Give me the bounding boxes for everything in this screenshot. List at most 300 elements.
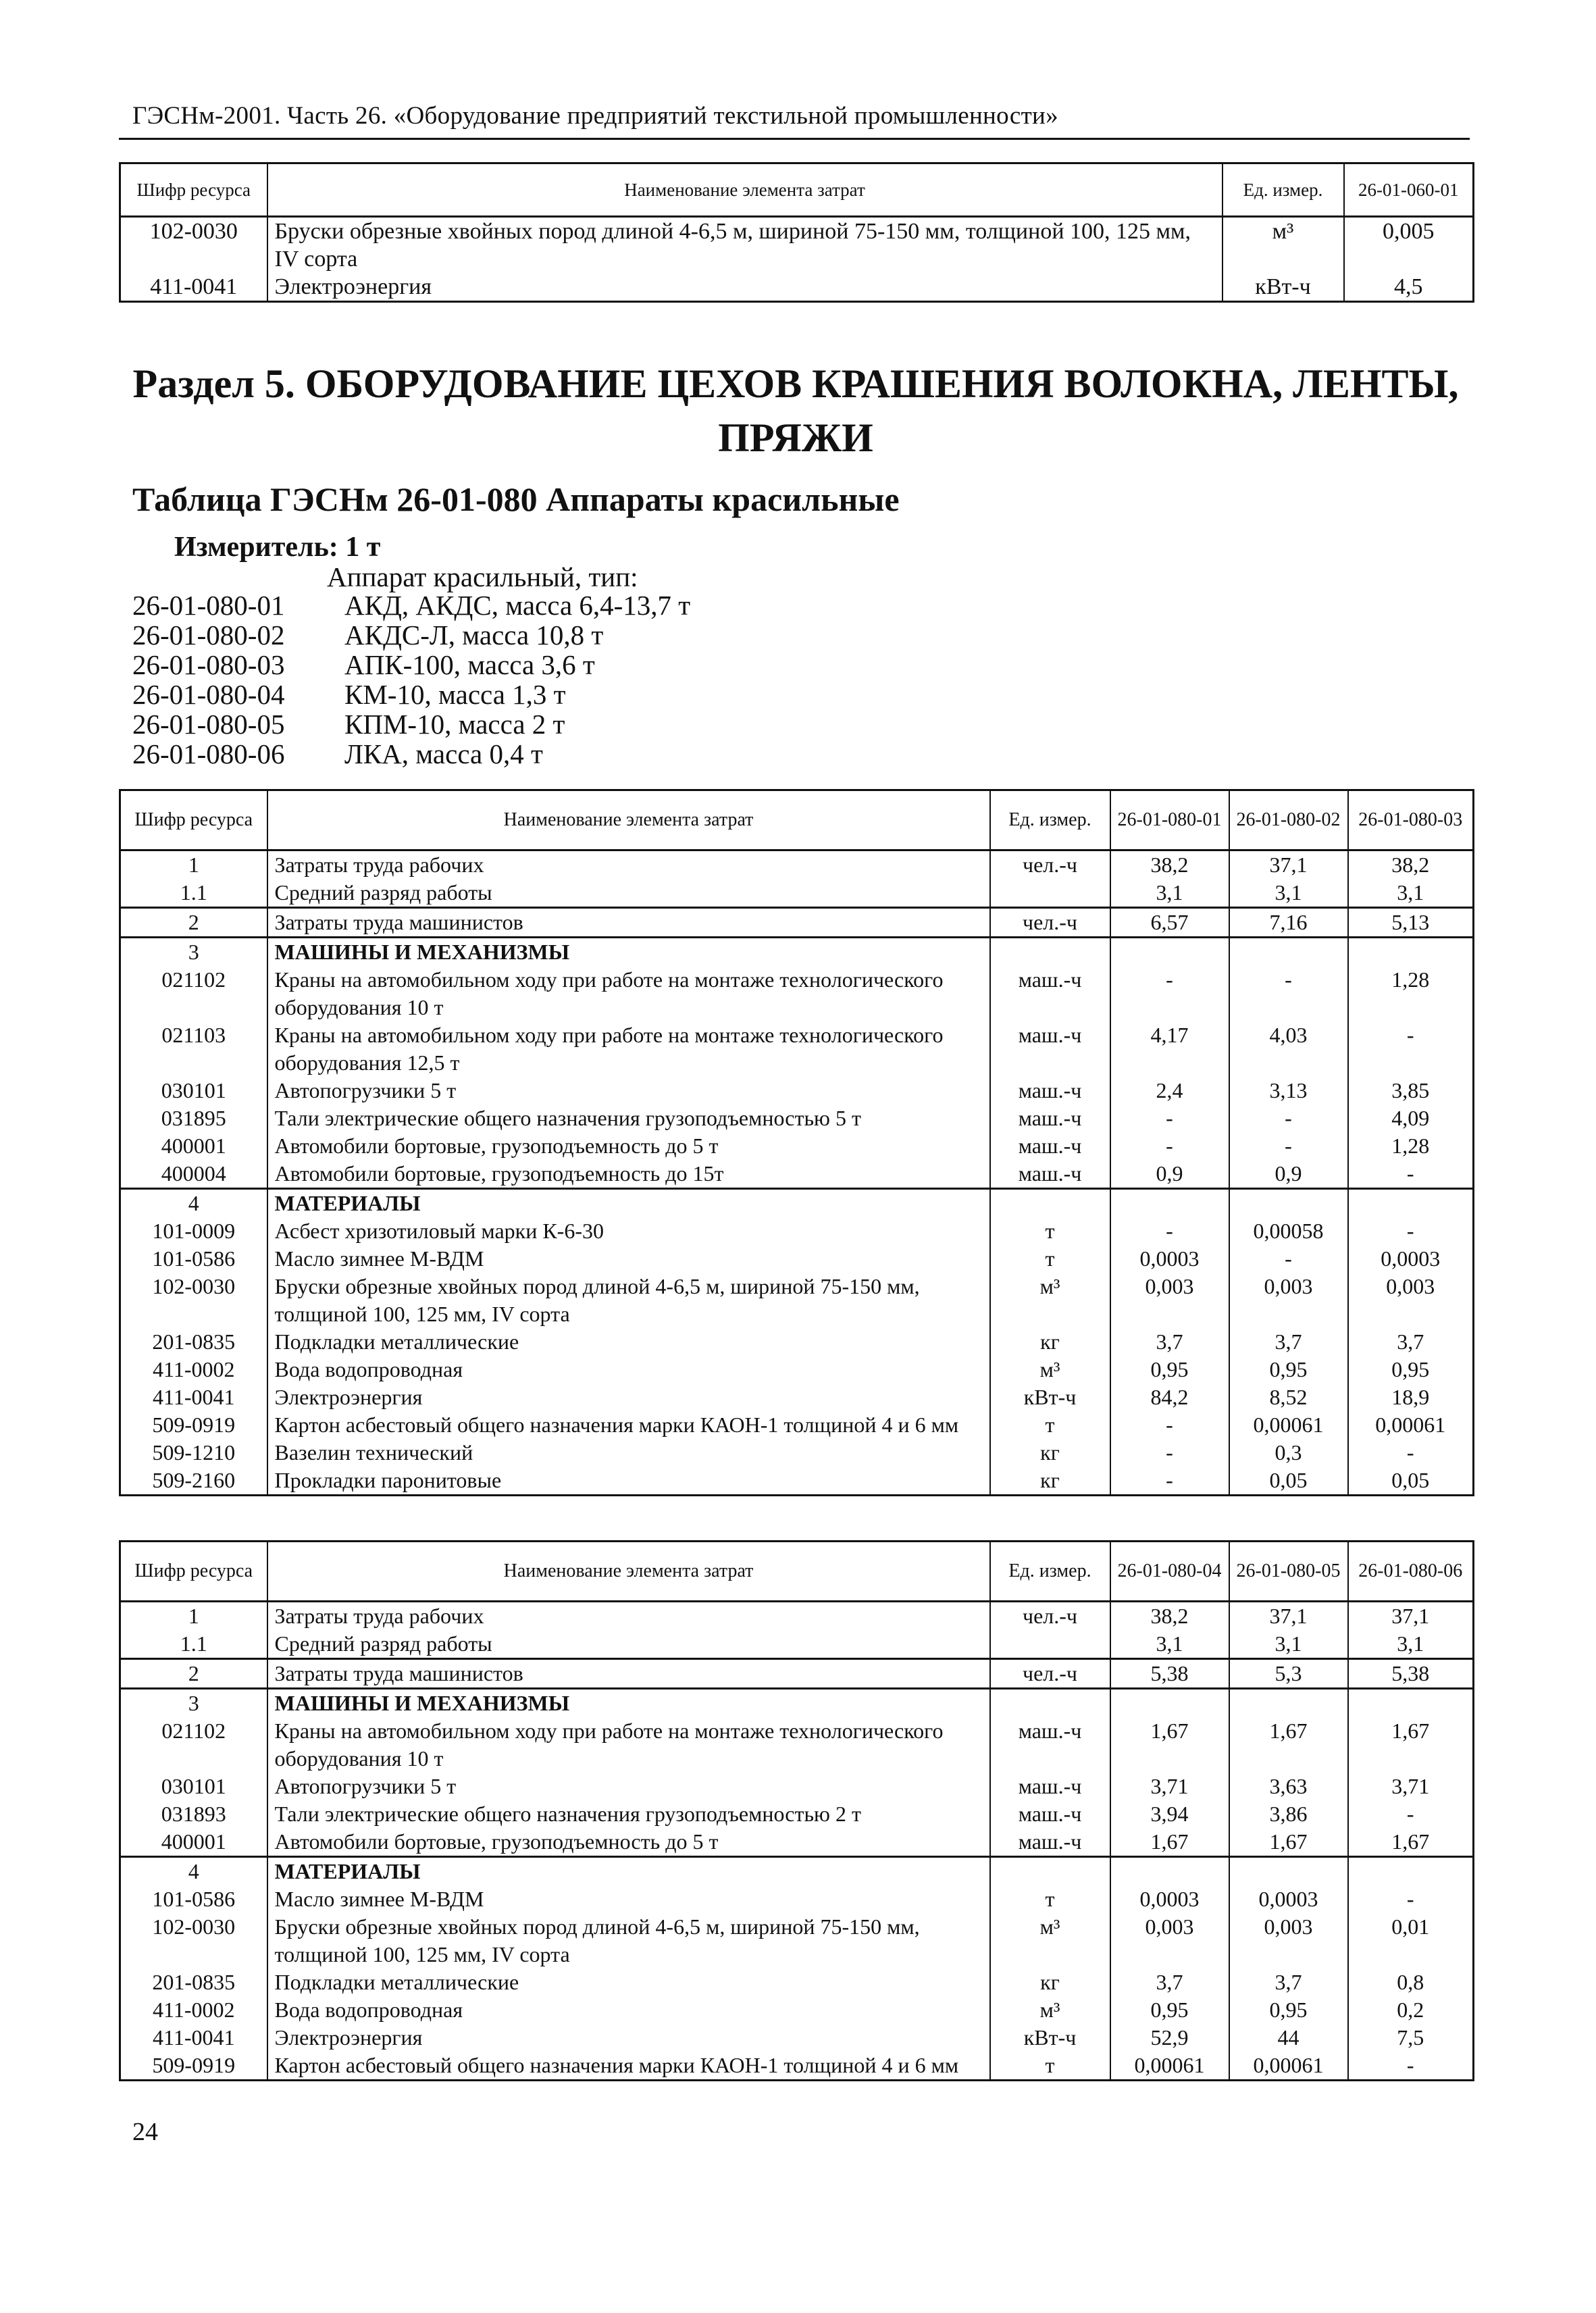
cell-value: 3,7 <box>1348 1328 1474 1356</box>
cell-name: Бруски обрезные хвойных пород длиной 4-6,5 м, шириной 75-150 мм, толщиной 100, 125 мм, IV сорта <box>267 1913 990 1968</box>
cell-unit: маш.-ч <box>990 1077 1110 1104</box>
cell-name: Затраты труда машинистов <box>267 1659 990 1689</box>
cell-value: 1,67 <box>1110 1828 1229 1857</box>
cell-name: Затраты труда машинистов <box>267 908 990 938</box>
table-row <box>120 273 1474 302</box>
cell-value: - <box>1348 1160 1474 1189</box>
cell-value: 1,67 <box>1229 1717 1348 1773</box>
cell-name: Автомобили бортовые, грузоподъемность до 5 т <box>267 1828 990 1857</box>
cell-value <box>1110 1689 1229 1718</box>
header-col3: 26-01-080-03 <box>1348 790 1474 850</box>
cell-value: 0,01 <box>1348 1913 1474 1968</box>
cell-value: 1,67 <box>1229 1828 1348 1857</box>
cell-name: Автопогрузчики 5 т <box>267 1077 990 1104</box>
cell-value: 6,57 <box>1110 908 1229 938</box>
cell-unit: чел.-ч <box>990 1602 1110 1631</box>
table-row <box>120 1077 1474 1104</box>
cell-value: 3,1 <box>1110 879 1229 908</box>
cell-code: 1.1 <box>120 1630 267 1659</box>
cell-code: 101-0586 <box>120 1245 267 1273</box>
table-row <box>120 1273 1474 1328</box>
cell-value <box>1110 1857 1229 1886</box>
table-row <box>120 850 1474 880</box>
cell-code: 102-0030 <box>120 217 267 274</box>
cell-name: МАШИНЫ И МЕХАНИЗМЫ <box>267 1689 990 1718</box>
cell-code: 3 <box>120 1689 267 1718</box>
cell-value: 1,28 <box>1348 1132 1474 1160</box>
cell-value: 44 <box>1229 2024 1348 2052</box>
cell-unit <box>990 938 1110 967</box>
cell-value: 37,1 <box>1229 1602 1348 1631</box>
cell-value <box>1110 938 1229 967</box>
cell-unit: кВт-ч <box>990 1383 1110 1411</box>
cell-unit: т <box>990 2052 1110 2081</box>
cell-name: Автомобили бортовые, грузоподъемность до 5 т <box>267 1132 990 1160</box>
cell-value: 1,67 <box>1110 1717 1229 1773</box>
measure-unit: Измеритель: 1 т <box>174 532 381 563</box>
cell-value <box>1229 938 1348 967</box>
cell-unit: т <box>990 1217 1110 1245</box>
cell-value: 18,9 <box>1348 1383 1474 1411</box>
variant-code: 26-01-080-01 <box>132 590 285 621</box>
cell-value: 3,7 <box>1229 1328 1348 1356</box>
cell-code: 400001 <box>120 1828 267 1857</box>
table-header-row <box>120 1542 1474 1602</box>
cell-code: 030101 <box>120 1773 267 1800</box>
cell-value: 0,003 <box>1110 1273 1229 1328</box>
table-row <box>120 1189 1474 1218</box>
cell-code: 4 <box>120 1189 267 1218</box>
cell-unit: кг <box>990 1968 1110 1996</box>
cell-name: Картон асбестовый общего назначения марки КАОН-1 толщиной 4 и 6 мм <box>267 2052 990 2081</box>
table-header-row <box>120 790 1474 850</box>
cell-name: Картон асбестовый общего назначения марки КАОН-1 толщиной 4 и 6 мм <box>267 1411 990 1439</box>
resource-table-a <box>119 789 1474 1496</box>
cell-unit: маш.-ч <box>990 1021 1110 1077</box>
cell-unit: м³ <box>990 1996 1110 2024</box>
cell-code: 021103 <box>120 1021 267 1077</box>
header-code: Шифр ресурса <box>120 163 267 217</box>
cell-code: 2 <box>120 1659 267 1689</box>
variant-item <box>132 590 690 620</box>
cell-unit: маш.-ч <box>990 1773 1110 1800</box>
cell-value: - <box>1348 1800 1474 1828</box>
table-body <box>120 1602 1474 2081</box>
cell-code: 1 <box>120 850 267 880</box>
table-row <box>120 1968 1474 1996</box>
cell-value: 3,94 <box>1110 1800 1229 1828</box>
cell-code: 021102 <box>120 966 267 1021</box>
cell-value: 0,00061 <box>1229 2052 1348 2081</box>
page-number: 24 <box>132 2118 158 2146</box>
cell-value: 0,8 <box>1348 1968 1474 1996</box>
cell-code: 400001 <box>120 1132 267 1160</box>
table-row <box>120 1659 1474 1689</box>
cell-value: 3,7 <box>1110 1328 1229 1356</box>
cell-name: Автопогрузчики 5 т <box>267 1773 990 1800</box>
header-unit: Ед. измер. <box>1222 163 1344 217</box>
cell-value: 4,09 <box>1348 1104 1474 1132</box>
cell-value <box>1348 1689 1474 1718</box>
table-header-row <box>120 163 1474 217</box>
variant-text: АКД, АКДС, масса 6,4-13,7 т <box>344 590 691 621</box>
cell-unit: т <box>990 1885 1110 1913</box>
cell-value: 3,1 <box>1348 1630 1474 1659</box>
cell-unit: кг <box>990 1467 1110 1496</box>
table-row <box>120 1356 1474 1383</box>
cell-value: 5,38 <box>1110 1659 1229 1689</box>
cell-code: 411-0002 <box>120 1356 267 1383</box>
cell-value: 0,00061 <box>1348 1411 1474 1439</box>
cell-value: 0,00061 <box>1110 2052 1229 2081</box>
table-row <box>120 1328 1474 1356</box>
section-title: Раздел 5. ОБОРУДОВАНИЕ ЦЕХОВ КРАШЕНИЯ ВОЛОКНА, ЛЕНТЫ, ПРЯЖИ <box>132 361 1459 460</box>
cell-unit: м³ <box>990 1273 1110 1328</box>
cell-value: 4,03 <box>1229 1021 1348 1077</box>
cell-name: Масло зимнее М-ВДМ <box>267 1245 990 1273</box>
table-row <box>120 1913 1474 1968</box>
cell-value: 0,95 <box>1348 1356 1474 1383</box>
table-row <box>120 1857 1474 1886</box>
table-row <box>120 1828 1474 1857</box>
variant-item <box>132 680 690 709</box>
table-row <box>120 879 1474 908</box>
cell-value: 0,00058 <box>1229 1217 1348 1245</box>
cell-unit: маш.-ч <box>990 1717 1110 1773</box>
cell-code: 101-0586 <box>120 1885 267 1913</box>
cell-unit: м³ <box>990 1356 1110 1383</box>
cell-value: 0,0003 <box>1110 1885 1229 1913</box>
header-col1: 26-01-080-01 <box>1110 790 1229 850</box>
table-row <box>120 1467 1474 1496</box>
cell-name: Затраты труда рабочих <box>267 850 990 880</box>
cell-unit: маш.-ч <box>990 1800 1110 1828</box>
cell-value: 0,9 <box>1110 1160 1229 1189</box>
cell-value: 4,5 <box>1344 273 1474 302</box>
cell-value: 0,95 <box>1229 1356 1348 1383</box>
cell-unit: маш.-ч <box>990 1160 1110 1189</box>
cell-value: 5,13 <box>1348 908 1474 938</box>
cell-name: Прокладки паронитовые <box>267 1467 990 1496</box>
cell-code: 031893 <box>120 1800 267 1828</box>
cell-value: 8,52 <box>1229 1383 1348 1411</box>
cell-value: 38,2 <box>1110 850 1229 880</box>
cell-value: 1,28 <box>1348 966 1474 1021</box>
table-row <box>120 1104 1474 1132</box>
cell-value: 3,1 <box>1110 1630 1229 1659</box>
cell-value: - <box>1348 1885 1474 1913</box>
cell-code: 2 <box>120 908 267 938</box>
table-body <box>120 850 1474 1496</box>
table-row <box>120 1132 1474 1160</box>
running-header: ГЭСНм-2001. Часть 26. «Оборудование предприятий текстильной промышленности» <box>132 102 1058 130</box>
variant-item <box>132 650 690 680</box>
cell-unit: м³ <box>1222 217 1344 274</box>
cell-value: 52,9 <box>1110 2024 1229 2052</box>
table-row <box>120 1689 1474 1718</box>
cell-value: - <box>1229 966 1348 1021</box>
cell-value <box>1348 1857 1474 1886</box>
cell-code: 201-0835 <box>120 1968 267 1996</box>
table-row <box>120 1021 1474 1077</box>
cell-unit: кг <box>990 1328 1110 1356</box>
cell-value: - <box>1348 1439 1474 1467</box>
cell-name: Бруски обрезные хвойных пород длиной 4-6,5 м, шириной 75-150 мм, толщиной 100, 125 мм, IV сорта <box>267 1273 990 1328</box>
table-row <box>120 1800 1474 1828</box>
cell-name: Масло зимнее М-ВДМ <box>267 1885 990 1913</box>
cell-value: - <box>1110 1411 1229 1439</box>
cell-value: - <box>1110 1439 1229 1467</box>
cell-unit: чел.-ч <box>990 908 1110 938</box>
cell-code: 102-0030 <box>120 1273 267 1328</box>
cell-value: 3,13 <box>1229 1077 1348 1104</box>
cell-value: 0,0003 <box>1348 1245 1474 1273</box>
cell-value: 0,2 <box>1348 1996 1474 2024</box>
header-col1: 26-01-080-04 <box>1110 1542 1229 1602</box>
cell-value: - <box>1110 1104 1229 1132</box>
cell-value: - <box>1110 966 1229 1021</box>
cell-value: 3,1 <box>1348 879 1474 908</box>
cell-value: - <box>1110 1217 1229 1245</box>
cell-value <box>1229 1689 1348 1718</box>
cell-value: - <box>1110 1467 1229 1496</box>
cell-code: 3 <box>120 938 267 967</box>
cell-value: - <box>1110 1132 1229 1160</box>
variant-text: ЛКА, масса 0,4 т <box>344 738 543 769</box>
table-row <box>120 1217 1474 1245</box>
variant-text: АКДС-Л, масса 10,8 т <box>344 619 604 651</box>
cell-name: Подкладки металлические <box>267 1968 990 1996</box>
table-row <box>120 1383 1474 1411</box>
cell-unit: кг <box>990 1439 1110 1467</box>
cell-code: 400004 <box>120 1160 267 1189</box>
cell-value: 84,2 <box>1110 1383 1229 1411</box>
cell-value: 3,63 <box>1229 1773 1348 1800</box>
table-row <box>120 1245 1474 1273</box>
cell-name: Вода водопроводная <box>267 1996 990 2024</box>
cell-value: 0,003 <box>1110 1913 1229 1968</box>
cell-value: 37,1 <box>1229 850 1348 880</box>
cell-value: 3,85 <box>1348 1077 1474 1104</box>
variant-code: 26-01-080-03 <box>132 649 285 680</box>
table-row <box>120 1602 1474 1631</box>
header-col1: 26-01-060-01 <box>1344 163 1474 217</box>
cell-code: 411-0041 <box>120 273 267 302</box>
cell-name: Электроэнергия <box>267 1383 990 1411</box>
table-row <box>120 1411 1474 1439</box>
cell-name: Вода водопроводная <box>267 1356 990 1383</box>
cell-value: 1,67 <box>1348 1828 1474 1857</box>
cell-value: 0,95 <box>1229 1996 1348 2024</box>
table-row <box>120 1630 1474 1659</box>
cell-value: 3,7 <box>1110 1968 1229 1996</box>
cell-name: Средний разряд работы <box>267 1630 990 1659</box>
cell-code: 101-0009 <box>120 1217 267 1245</box>
cell-value: 0,003 <box>1229 1913 1348 1968</box>
cell-code: 509-0919 <box>120 2052 267 2081</box>
cell-code: 030101 <box>120 1077 267 1104</box>
header-col2: 26-01-080-05 <box>1229 1542 1348 1602</box>
table-row <box>120 1996 1474 2024</box>
cell-value: 0,0003 <box>1110 1245 1229 1273</box>
variant-list <box>132 590 690 769</box>
variant-heading: Аппарат красильный, тип: <box>327 561 638 592</box>
table-row <box>120 1773 1474 1800</box>
cell-name: Автомобили бортовые, грузоподъемность до 15т <box>267 1160 990 1189</box>
cell-value: 7,5 <box>1348 2024 1474 2052</box>
header-code: Шифр ресурса <box>120 1542 267 1602</box>
cell-unit <box>990 1630 1110 1659</box>
header-name: Наименование элемента затрат <box>267 1542 990 1602</box>
cell-name: Краны на автомобильном ходу при работе на монтаже технологического оборудования 10 т <box>267 966 990 1021</box>
cell-value: - <box>1229 1245 1348 1273</box>
cell-unit: маш.-ч <box>990 966 1110 1021</box>
table-row <box>120 966 1474 1021</box>
cell-name: Бруски обрезные хвойных пород длиной 4-6,5 м, шириной 75-150 мм, толщиной 100, 125 мм, IV сорта <box>267 217 1222 274</box>
variant-item <box>132 620 690 650</box>
cell-unit: м³ <box>990 1913 1110 1968</box>
table-row <box>120 217 1474 274</box>
cell-value: 0,3 <box>1229 1439 1348 1467</box>
cell-code: 509-1210 <box>120 1439 267 1467</box>
cell-value: 37,1 <box>1348 1602 1474 1631</box>
cell-unit: чел.-ч <box>990 850 1110 880</box>
cell-unit: маш.-ч <box>990 1104 1110 1132</box>
cell-value <box>1110 1189 1229 1218</box>
cell-unit <box>990 879 1110 908</box>
variant-item <box>132 709 690 739</box>
cell-unit: чел.-ч <box>990 1659 1110 1689</box>
table-row <box>120 908 1474 938</box>
header-code: Шифр ресурса <box>120 790 267 850</box>
cell-value: 3,71 <box>1110 1773 1229 1800</box>
cell-value: 3,7 <box>1229 1968 1348 1996</box>
table-row <box>120 2052 1474 2081</box>
cell-name: Вазелин технический <box>267 1439 990 1467</box>
cell-value: 3,86 <box>1229 1800 1348 1828</box>
cell-value <box>1229 1189 1348 1218</box>
variant-code: 26-01-080-06 <box>132 738 285 769</box>
cell-name: Краны на автомобильном ходу при работе на монтаже технологического оборудования 10 т <box>267 1717 990 1773</box>
cell-code: 1.1 <box>120 879 267 908</box>
cell-name: Краны на автомобильном ходу при работе на монтаже технологического оборудования 12,5 т <box>267 1021 990 1077</box>
cell-code: 4 <box>120 1857 267 1886</box>
variant-item <box>132 739 690 769</box>
cell-value <box>1229 1857 1348 1886</box>
cell-code: 411-0002 <box>120 1996 267 2024</box>
table-row <box>120 938 1474 967</box>
cell-name: Асбест хризотиловый марки К-6-30 <box>267 1217 990 1245</box>
cell-code: 509-2160 <box>120 1467 267 1496</box>
cell-name: Тали электрические общего назначения грузоподъемностью 5 т <box>267 1104 990 1132</box>
cell-code: 102-0030 <box>120 1913 267 1968</box>
table-row <box>120 1439 1474 1467</box>
cell-code: 411-0041 <box>120 1383 267 1411</box>
cell-value: 0,05 <box>1229 1467 1348 1496</box>
header-rule <box>119 138 1470 140</box>
header-name: Наименование элемента затрат <box>267 163 1222 217</box>
cell-value: - <box>1348 2052 1474 2081</box>
variant-text: КМ-10, масса 1,3 т <box>344 679 566 710</box>
cell-name: Затраты труда рабочих <box>267 1602 990 1631</box>
cell-name: Электроэнергия <box>267 273 1222 302</box>
cell-code: 509-0919 <box>120 1411 267 1439</box>
cell-value: 0,9 <box>1229 1160 1348 1189</box>
cell-value: - <box>1229 1104 1348 1132</box>
cell-value: 0,95 <box>1110 1996 1229 2024</box>
cell-code: 201-0835 <box>120 1328 267 1356</box>
cell-value: 7,16 <box>1229 908 1348 938</box>
cell-name: Подкладки металлические <box>267 1328 990 1356</box>
cell-unit <box>990 1689 1110 1718</box>
cell-unit: кВт-ч <box>990 2024 1110 2052</box>
cell-unit: т <box>990 1245 1110 1273</box>
cell-value: 5,3 <box>1229 1659 1348 1689</box>
variant-code: 26-01-080-05 <box>132 709 285 740</box>
cell-code: 411-0041 <box>120 2024 267 2052</box>
variant-text: КПМ-10, масса 2 т <box>344 709 565 740</box>
table-row <box>120 1885 1474 1913</box>
cell-value: 0,003 <box>1229 1273 1348 1328</box>
cell-value: 3,1 <box>1229 879 1348 908</box>
cell-value: 2,4 <box>1110 1077 1229 1104</box>
continuation-table <box>119 162 1474 303</box>
header-unit: Ед. измер. <box>990 790 1110 850</box>
cell-value <box>1348 1189 1474 1218</box>
cell-unit: маш.-ч <box>990 1132 1110 1160</box>
table-row <box>120 2024 1474 2052</box>
table-title: Таблица ГЭСНм 26-01-080 Аппараты красильные <box>132 480 900 518</box>
cell-name: Тали электрические общего назначения грузоподъемностью 2 т <box>267 1800 990 1828</box>
variant-text: АПК-100, масса 3,6 т <box>344 649 595 680</box>
resource-table-b <box>119 1540 1474 2081</box>
cell-name: Средний разряд работы <box>267 879 990 908</box>
cell-code: 021102 <box>120 1717 267 1773</box>
cell-value: 0,00061 <box>1229 1411 1348 1439</box>
cell-value: 0,005 <box>1344 217 1474 274</box>
cell-unit: т <box>990 1411 1110 1439</box>
variant-code: 26-01-080-02 <box>132 619 285 651</box>
table-row <box>120 1717 1474 1773</box>
header-name: Наименование элемента затрат <box>267 790 990 850</box>
cell-value: 4,17 <box>1110 1021 1229 1077</box>
cell-name: Электроэнергия <box>267 2024 990 2052</box>
cell-code: 1 <box>120 1602 267 1631</box>
cell-value: - <box>1348 1217 1474 1245</box>
cell-value: 0,95 <box>1110 1356 1229 1383</box>
cell-name: МАШИНЫ И МЕХАНИЗМЫ <box>267 938 990 967</box>
cell-value: 3,1 <box>1229 1630 1348 1659</box>
cell-value <box>1348 938 1474 967</box>
cell-value: - <box>1229 1132 1348 1160</box>
cell-value: 0,05 <box>1348 1467 1474 1496</box>
cell-value: 0,003 <box>1348 1273 1474 1328</box>
cell-value: 38,2 <box>1348 850 1474 880</box>
cell-name: МАТЕРИАЛЫ <box>267 1857 990 1886</box>
variant-code: 26-01-080-04 <box>132 679 285 710</box>
cell-value: - <box>1348 1021 1474 1077</box>
table-row <box>120 1160 1474 1189</box>
cell-code: 031895 <box>120 1104 267 1132</box>
header-col2: 26-01-080-02 <box>1229 790 1348 850</box>
cell-unit: кВт-ч <box>1222 273 1344 302</box>
cell-value: 3,71 <box>1348 1773 1474 1800</box>
cell-value: 0,0003 <box>1229 1885 1348 1913</box>
header-col3: 26-01-080-06 <box>1348 1542 1474 1602</box>
cell-name: МАТЕРИАЛЫ <box>267 1189 990 1218</box>
header-unit: Ед. измер. <box>990 1542 1110 1602</box>
cell-value: 5,38 <box>1348 1659 1474 1689</box>
